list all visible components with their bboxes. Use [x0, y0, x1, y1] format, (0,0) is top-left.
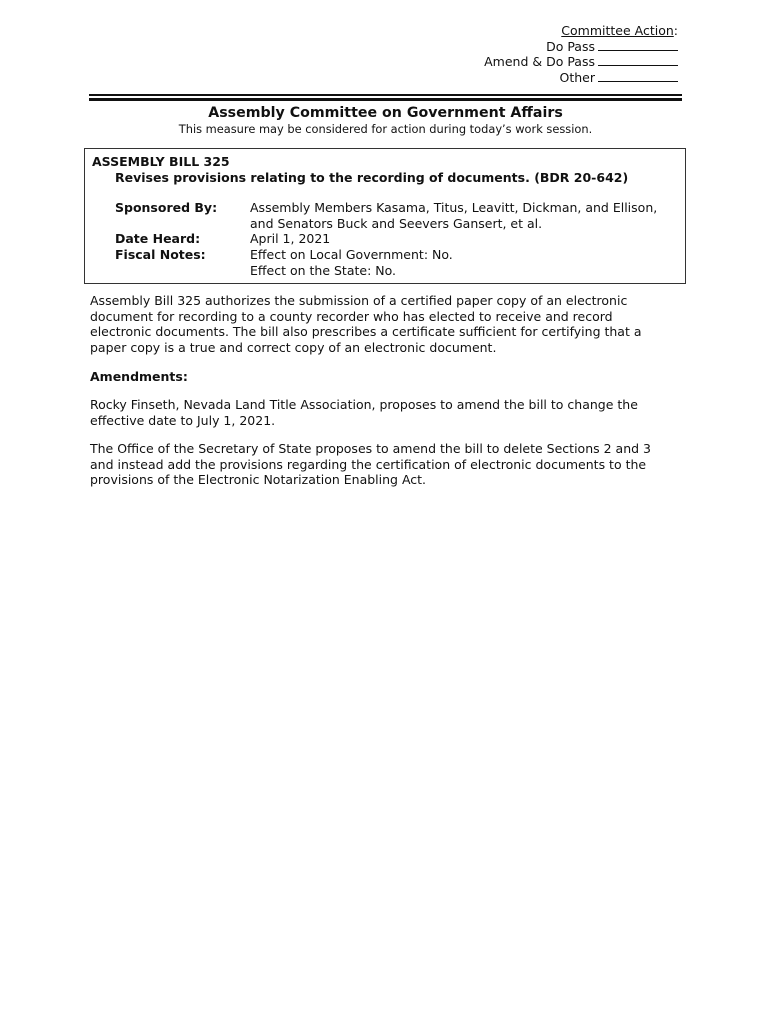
paragraph-text: The Office of the Secretary of State proposes to amend the bill to delete Sections 2 and 3 and instead add the provisions regarding the certification of electronic documents to the provisions of the Electronic Notarization Enabling Act.: [90, 441, 651, 488]
committee-action-option-amend-do-pass: [484, 54, 678, 70]
option-label-other: Other: [559, 70, 595, 86]
bill-summary-box: [84, 148, 686, 284]
fiscal-notes-label: Fiscal Notes:: [115, 247, 206, 263]
fiscal-notes-row: [115, 247, 680, 278]
amendments-heading: Amendments:: [90, 369, 188, 384]
blank-line: [598, 55, 678, 66]
bill-summary: Revises provisions relating to the recording of documents. (BDR 20-642): [115, 170, 629, 185]
amendment-paragraph-finseth: [90, 397, 665, 428]
committee-action-option-other: [484, 70, 678, 86]
amendment-paragraph-secretary-of-state: [90, 441, 665, 488]
bill-details: [115, 200, 680, 279]
sponsored-by-line: Assembly Members Kasama, Titus, Leavitt, Dickman, and Ellison,: [250, 200, 658, 215]
bill-number: ASSEMBLY BILL 325: [92, 154, 230, 169]
sponsored-by-value: [250, 200, 680, 231]
committee-action-colon: :: [673, 23, 678, 38]
sponsored-by-line: and Senators Buck and Seevers Gansert, et al.: [250, 215, 543, 231]
date-heard-label: Date Heard:: [115, 231, 201, 247]
date-heard-row: [115, 231, 680, 247]
blank-line: [598, 71, 678, 82]
double-rule-divider: [89, 94, 682, 101]
bill-description-paragraph: [90, 293, 665, 356]
fiscal-local-effect: Effect on Local Government: No.: [250, 247, 453, 263]
committee-note: This measure may be considered for action during today’s work session.: [178, 122, 593, 136]
option-label-do-pass: Do Pass: [546, 38, 595, 54]
fiscal-state-effect: Effect on the State: No.: [250, 262, 397, 278]
date-heard-value: April 1, 2021: [250, 231, 331, 247]
committee-action-heading-text: Committee Action: [561, 23, 674, 38]
sponsored-by-label: Sponsored By:: [115, 200, 218, 215]
paragraph-text: Rocky Finseth, Nevada Land Title Association, proposes to amend the bill to change the effective date to July 1, 2021.: [90, 397, 638, 428]
fiscal-notes-value: [250, 247, 680, 278]
paragraph-text: Assembly Bill 325 authorizes the submission of a certified paper copy of an electronic document for recording to a county recorder who has elected to receive and record electronic documents. The bill also prescribes a certificate sufficient for certifying that a paper copy is a true and correct copy of an electronic document.: [90, 293, 642, 356]
option-label-amend-do-pass: Amend & Do Pass: [484, 54, 595, 70]
committee-title: Assembly Committee on Government Affairs: [208, 105, 563, 121]
committee-action-block: [484, 23, 678, 86]
committee-action-option-do-pass: [484, 39, 678, 55]
committee-action-heading: [484, 23, 678, 39]
sponsored-by-row: [115, 200, 680, 231]
blank-line: [598, 40, 678, 51]
